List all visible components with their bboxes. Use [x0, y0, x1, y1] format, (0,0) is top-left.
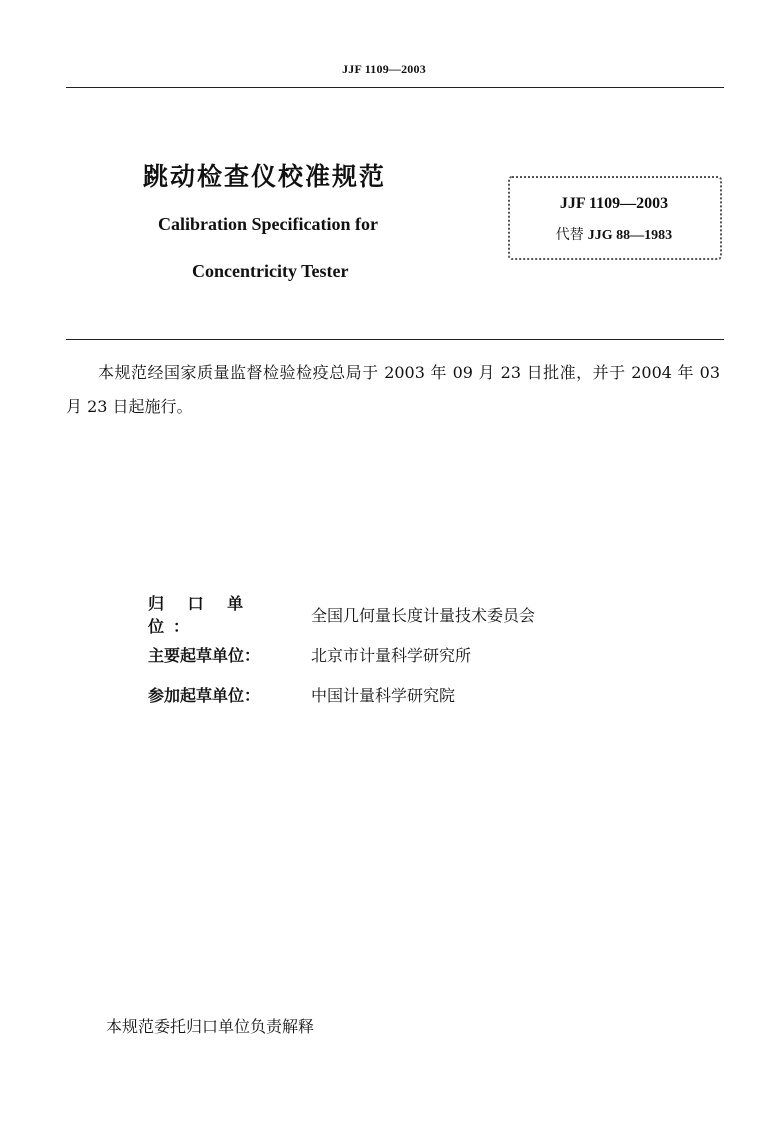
unit-label: 归 口 单 位： — [148, 594, 253, 636]
title-divider — [66, 339, 724, 340]
header-divider — [66, 87, 724, 88]
drafting-units — [148, 594, 535, 714]
unit-value: 北京市计量科学研究所 — [311, 645, 472, 665]
unit-value: 全国几何量长度计量技术委员会 — [311, 605, 536, 625]
unit-row-responsible — [148, 594, 535, 634]
standard-code-box — [508, 176, 722, 260]
document-title-english-line2: Concentricity Tester — [192, 261, 349, 281]
unit-row-participating-drafter — [148, 674, 535, 714]
replaces-line — [508, 224, 720, 244]
interpretation-note: 本规范委托归口单位负责解释 — [106, 1017, 315, 1036]
replaces-prefix: 代替 — [555, 228, 584, 243]
approval-statement: 本规范经国家质量监督检验检疫总局于 2003 年 09 月 23 日批准，并于 2004 年 03 月 23 日起施行。 — [66, 363, 720, 416]
unit-value: 中国计量科学研究院 — [311, 685, 456, 705]
standard-code: JJF 1109—2003 — [559, 195, 669, 212]
document-title-english-line1: Calibration Specification for — [158, 214, 378, 234]
header-standard-code: JJF 1109—2003 — [342, 62, 426, 76]
replaced-standard-code: JJG 88—1983 — [587, 228, 673, 243]
unit-label: 主要起草单位： — [148, 645, 261, 665]
document-title-chinese: 跳动检查仪校准规范 — [143, 162, 387, 191]
unit-row-main-drafter — [148, 634, 535, 674]
unit-label: 参加起草单位： — [148, 685, 261, 705]
